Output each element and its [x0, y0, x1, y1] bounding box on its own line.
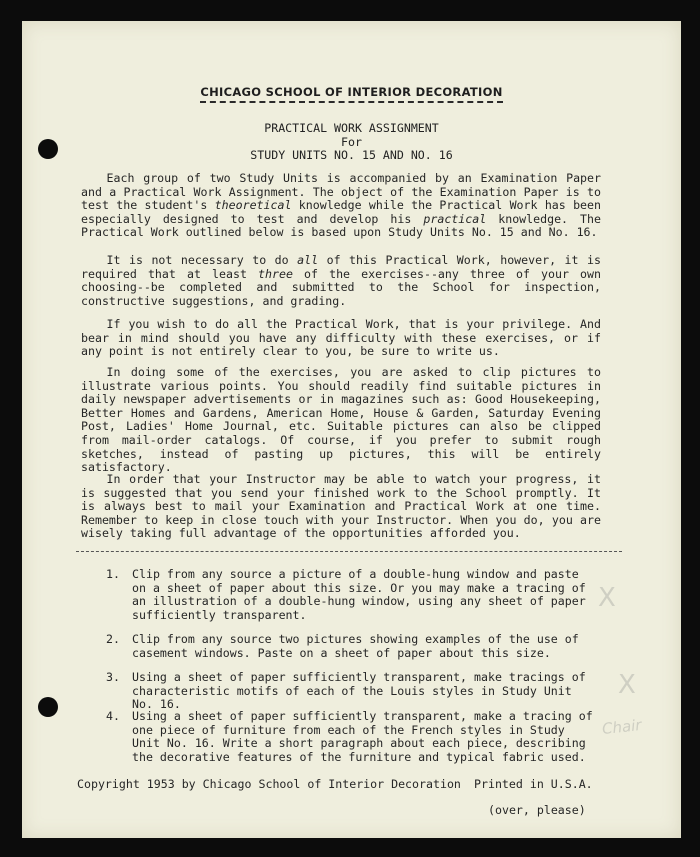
exercise-text: Clip from any source two pictures showing examples of the use of casement windows. Paste on a sheet of paper about this size. [132, 632, 579, 660]
document-page [22, 21, 681, 838]
exercise-text: Clip from any source a picture of a double-hung window and paste on a sheet of paper about this size. Or you may make a tracing of an illustration of a double-hung window, using any sheet of paper sufficiently transparent. [132, 567, 586, 622]
punch-hole [38, 697, 58, 717]
title-line-3: STUDY UNITS NO. 15 AND NO. 16 [250, 148, 453, 162]
assignment-title [22, 122, 681, 163]
paragraph-pictures: In doing some of the exercises, you are asked to clip pictures to illustrate various points. You should readily find suitable pictures in daily newspaper advertisements or in magazines such as: Good Housekeeping, Better Homes and Gardens, American Home, House & Garden, Saturday Evening Post, Ladies' Home Journal, etc. Suitable pictures can also be clipped from mail-order catalogs. Of course, if you prefer to submit rough sketches, instead of pasting up pictures, this will be entirely satisfactory. [81, 365, 601, 475]
title-line-1: PRACTICAL WORK ASSIGNMENT [264, 121, 439, 135]
exercise-text: Using a sheet of paper sufficiently transparent, make a tracing of one piece of furniture from each of the French styles in Study Unit No. 16. Write a short paragraph about each piece, describing the decorative features of the furniture and typical fabric used. [132, 709, 593, 764]
dashed-divider [76, 551, 622, 552]
paragraph-intro: Each group of two Study Units is accompanied by an Examination Paper and a Practical Work Assignment. The object of the Examination Paper is to test the student's theoretical knowledge while the Practical Work has been especially designed to test and develop his practical knowledge. The Practical Work outlined below is based upon Study Units No. 15 and No. 16. [81, 171, 602, 240]
pencil-x-mark: X [598, 583, 616, 613]
exercise-number: 1. [106, 567, 120, 581]
printed-in: Printed in U.S.A. [474, 777, 593, 791]
copyright-notice: Copyright 1953 by Chicago School of Interior Decoration [77, 777, 461, 791]
paragraph-requirements: It is not necessary to do all of this Practical Work, however, it is required that at least three of the exercises--any three of your own choosing--be completed and submitted to the School for inspection, constructive suggestions, and grading. [81, 253, 601, 308]
paragraph-progress: In order that your Instructor may be able to watch your progress, it is suggested that you send your finished work to the School promptly. It is always best to mail your Examination and Practical Work at one time. Remember to keep in close touch with your Instructor. When you do, you are wisely taking full advantage of the opportunities afforded you. [81, 472, 601, 541]
pencil-x-mark: X [618, 670, 636, 700]
over-please: (over, please) [488, 803, 586, 817]
exercise-number: 4. [106, 709, 120, 723]
exercise-number: 2. [106, 632, 120, 646]
title-line-2: For [341, 134, 362, 149]
school-heading: CHICAGO SCHOOL OF INTERIOR DECORATION [22, 85, 681, 99]
exercise-number: 3. [106, 670, 120, 684]
exercise-text: Using a sheet of paper sufficiently transparent, make tracings of characteristic motifs of each of the Louis styles in Study Unit No. 16. [132, 670, 586, 712]
punch-hole [38, 139, 58, 159]
pencil-note: Chair [601, 715, 643, 739]
paragraph-privilege: If you wish to do all the Practical Work, that is your privilege. And bear in mind should you have any difficulty with these exercises, or if any point is not entirely clear to you, be sure to write us. [81, 317, 601, 359]
